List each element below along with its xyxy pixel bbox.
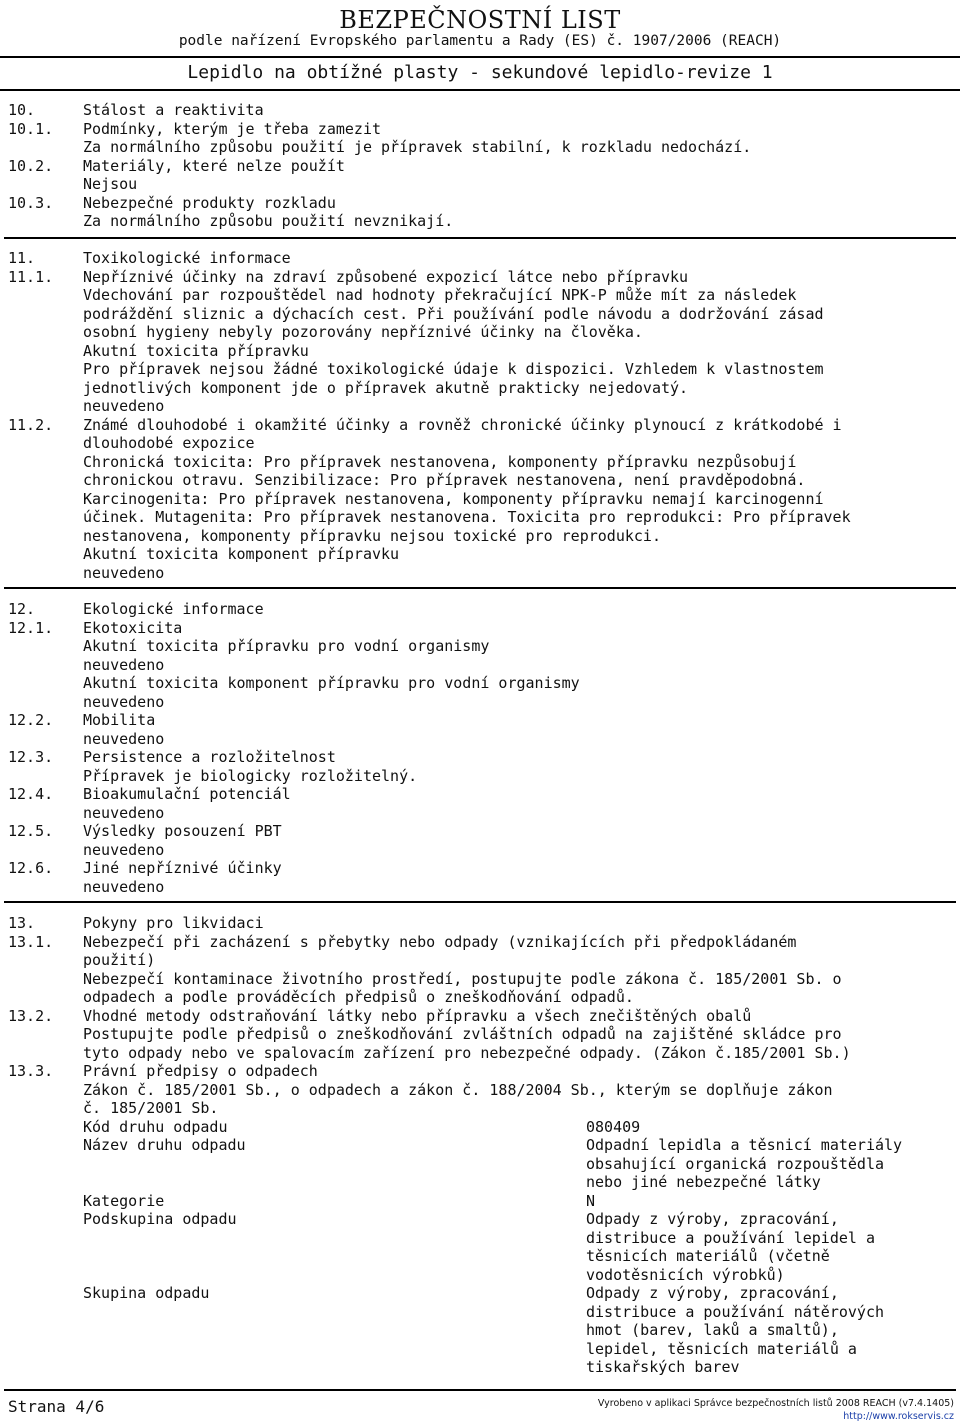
paragraph-line: odpadech a podle prováděcích předpisů o zneškodňování odpadů.	[83, 988, 634, 1006]
subsection-number: 13.1.	[8, 933, 54, 951]
subsection-number: 12.3.	[8, 748, 54, 766]
not-stated-value: neuvedeno	[83, 564, 165, 582]
section-heading: Ekologické informace	[83, 600, 264, 618]
document-title: BEZPEČNOSTNÍ LIST	[339, 6, 621, 34]
waste-category-value: N	[586, 1192, 596, 1210]
producer-link[interactable]: http://www.rokservis.cz	[843, 1411, 954, 1422]
section-heading: Toxikologické informace	[83, 249, 291, 267]
subsection-heading: Právní předpisy o odpadech	[83, 1062, 318, 1080]
waste-group-value: lepidel, těsnicích materiálů a	[586, 1340, 857, 1358]
subheading: Akutní toxicita přípravku pro vodní organismy	[83, 637, 490, 655]
subsection-heading: Nebezpečí při zacházení s přebytky nebo odpady (vznikajících při předpokládaném	[83, 933, 797, 951]
section-heading: Stálost a reaktivita	[83, 101, 264, 119]
subheading: Akutní toxicita přípravku	[83, 342, 309, 360]
subsection-number: 13.2.	[8, 1007, 54, 1025]
subsection-number: 12.6.	[8, 859, 54, 877]
subsection-heading: Známé dlouhodobé i okamžité účinky a rovněž chronické účinky plynoucí z krátkodobé i	[83, 416, 842, 434]
section-divider	[4, 587, 956, 589]
subsection-number: 10.2.	[8, 157, 54, 175]
page-number: Strana 4/6	[8, 1397, 105, 1416]
producer-note	[598, 1397, 954, 1423]
not-stated-value: neuvedeno	[83, 804, 165, 822]
header-divider	[0, 89, 960, 91]
waste-group-value: distribuce a používání nátěrových	[586, 1303, 885, 1321]
section-heading: Pokyny pro likvidaci	[83, 914, 264, 932]
paragraph-line: Pro přípravek nejsou žádné toxikologické údaje k dispozici. Vzhledem k vlastnostem	[83, 360, 824, 378]
subsection-number: 12.1.	[8, 619, 54, 637]
section-number: 12.	[8, 600, 36, 618]
section-divider	[4, 237, 956, 239]
subsection-heading: použití)	[83, 951, 156, 969]
section-number: 11.	[8, 249, 36, 267]
subheading: Akutní toxicita komponent přípravku	[83, 545, 400, 563]
subsection-heading: Výsledky posouzení PBT	[83, 822, 282, 840]
subsection-heading: Ekotoxicita	[83, 619, 183, 637]
waste-code-label: Kód druhu odpadu	[83, 1118, 228, 1136]
paragraph-line: podráždění sliznic a dýchacích cest. Při používání podle návodu a dodržování zásad	[83, 305, 824, 323]
subsection-heading: Nepříznivé účinky na zdraví způsobené expozicí látce nebo přípravku	[83, 268, 689, 286]
paragraph-line: nestanovena, komponenty přípravku nejsou toxické pro reprodukci.	[83, 527, 661, 545]
not-stated-value: neuvedeno	[83, 656, 165, 674]
paragraph: Za normálního způsobu použití nevznikají.	[83, 212, 454, 230]
subheading: Akutní toxicita komponent přípravku pro vodní organismy	[83, 674, 580, 692]
not-stated-value: neuvedeno	[83, 730, 165, 748]
subsection-number: 11.2.	[8, 416, 54, 434]
waste-name-value: obsahující organická rozpouštědla	[586, 1155, 885, 1173]
section-number: 13.	[8, 914, 36, 932]
paragraph-line: č. 185/2001 Sb.	[83, 1099, 219, 1117]
subsection-number: 10.1.	[8, 120, 54, 138]
not-stated-value: neuvedeno	[83, 841, 165, 859]
subsection-heading: Vhodné metody odstraňování látky nebo přípravku a všech znečištěných obalů	[83, 1007, 752, 1025]
paragraph-line: jednotlivých komponent jde o přípravek akutně prakticky nejedovatý.	[83, 379, 689, 397]
paragraph-line: chronickou otravu. Senzibilizace: Pro přípravek nestanovena, není pravděpodobná.	[83, 471, 806, 489]
subsection-heading: Bioakumulační potenciál	[83, 785, 291, 803]
waste-subgroup-value: distribuce a používání lepidel a	[586, 1229, 875, 1247]
header-divider	[0, 56, 960, 58]
paragraph-line: Zákon č. 185/2001 Sb., o odpadech a zákon č. 188/2004 Sb., kterým se doplňuje zákon	[83, 1081, 833, 1099]
subsection-heading: dlouhodobé expozice	[83, 434, 255, 452]
paragraph: Přípravek je biologicky rozložitelný.	[83, 767, 418, 785]
subsection-heading: Podmínky, kterým je třeba zamezit	[83, 120, 382, 138]
not-stated-value: neuvedeno	[83, 878, 165, 896]
waste-category-label: Kategorie	[83, 1192, 165, 1210]
paragraph-line: osobní hygieny nebyly pozorovány nepříznivé účinky na člověka.	[83, 323, 643, 341]
waste-name-label: Název druhu odpadu	[83, 1136, 246, 1154]
subsection-heading: Mobilita	[83, 711, 156, 729]
waste-code-value: 080409	[586, 1118, 641, 1136]
paragraph-line: Nebezpečí kontaminace životního prostředí, postupujte podle zákona č. 185/2001 Sb. o	[83, 970, 842, 988]
subsection-heading: Materiály, které nelze použít	[83, 157, 345, 175]
subsection-number: 11.1.	[8, 268, 54, 286]
waste-subgroup-value: těsnicích materiálů (včetně	[586, 1247, 830, 1265]
paragraph-line: Vdechování par rozpouštědel nad hodnoty překračující NPK-P může mít za následek	[83, 286, 797, 304]
waste-subgroup-label: Podskupina odpadu	[83, 1210, 237, 1228]
paragraph-line: tyto odpady nebo ve spalovacím zařízení pro nebezpečné odpady. (Zákon č.185/2001 Sb.)	[83, 1044, 851, 1062]
footer-divider	[4, 1389, 956, 1391]
waste-subgroup-value: Odpady z výroby, zpracování,	[586, 1210, 839, 1228]
subsection-number: 13.3.	[8, 1062, 54, 1080]
subsection-number: 12.5.	[8, 822, 54, 840]
waste-name-value: Odpadní lepidla a těsnicí materiály	[586, 1136, 903, 1154]
regulation-subtitle: podle nařízení Evropského parlamentu a Rady (ES) č. 1907/2006 (REACH)	[178, 33, 782, 49]
subsection-number: 12.4.	[8, 785, 54, 803]
waste-group-value: Odpady z výroby, zpracování,	[586, 1284, 839, 1302]
producer-text: Vyrobeno v aplikaci Správce bezpečnostních listů 2008 REACH (v7.4.1405)	[597, 1398, 954, 1409]
subsection-heading: Persistence a rozložitelnost	[83, 748, 336, 766]
subsection-heading: Nebezpečné produkty rozkladu	[83, 194, 336, 212]
waste-group-label: Skupina odpadu	[83, 1284, 210, 1302]
paragraph: Nejsou	[83, 175, 138, 193]
not-stated-value: neuvedeno	[83, 397, 165, 415]
waste-group-value: hmot (barev, laků a smaltů),	[586, 1321, 839, 1339]
waste-name-value: nebo jiné nebezpečné látky	[586, 1173, 821, 1191]
subsection-number: 10.3.	[8, 194, 54, 212]
subsection-number: 12.2.	[8, 711, 54, 729]
paragraph-line: Chronická toxicita: Pro přípravek nestanovena, komponenty přípravku nezpůsobují	[83, 453, 797, 471]
waste-subgroup-value: vodotěsnicích výrobků)	[586, 1266, 785, 1284]
section-number: 10.	[8, 101, 36, 119]
section-divider	[4, 901, 956, 903]
waste-group-value: tiskařských barev	[586, 1358, 740, 1376]
paragraph-line: účinek. Mutagenita: Pro přípravek nestanovena. Toxicita pro reprodukci: Pro přípravek	[83, 508, 851, 526]
paragraph: Za normálního způsobu použití je přípravek stabilní, k rozkladu nedochází.	[83, 138, 752, 156]
not-stated-value: neuvedeno	[83, 693, 165, 711]
product-name: Lepidlo na obtížné plasty - sekundové lepidlo-revize 1	[187, 62, 773, 83]
paragraph-line: Karcinogenita: Pro přípravek nestanovena, komponenty přípravku nemají karcinogenní	[83, 490, 824, 508]
subsection-heading: Jiné nepříznivé účinky	[83, 859, 282, 877]
paragraph-line: Postupujte podle předpisů o zneškodňování zvláštních odpadů na zajištěné skládce pro	[83, 1025, 842, 1043]
